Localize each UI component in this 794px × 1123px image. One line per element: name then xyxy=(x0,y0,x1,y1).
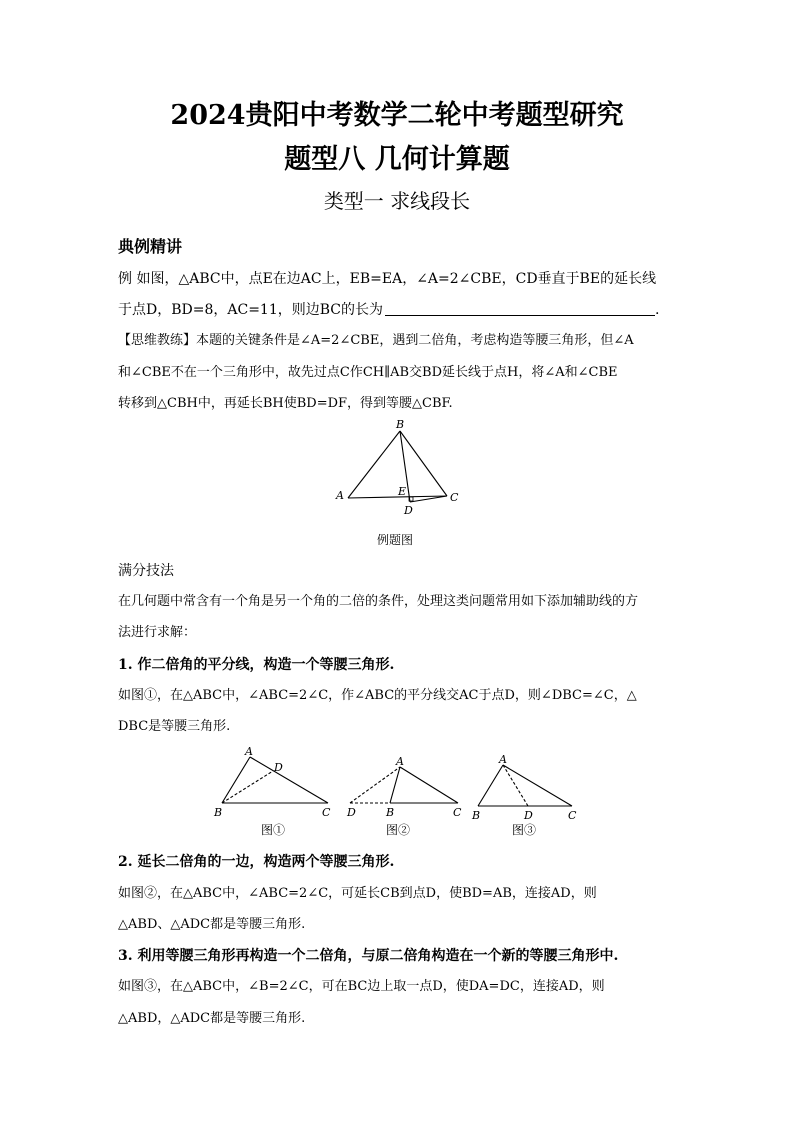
method-3-title: 3. 利用等腰三角形再构造一个二倍角，与原二倍角构造在一个新的等腰三角形中. xyxy=(118,948,619,964)
type-heading: 类型一 求线段长 xyxy=(323,189,471,213)
hint-line-1: 【思维教练】本题的关键条件是∠A=2∠CBE，遇到二倍角，考虑构造等腰三角形，但∠A xyxy=(118,333,634,348)
fig2-edge-ac xyxy=(400,767,458,803)
fig3-edge-ac xyxy=(503,765,572,806)
hint-line-3: 转移到△CBH中，再延长BH使BD=DF，得到等腰△CBF. xyxy=(118,396,453,411)
example-figure-caption: 例题图 xyxy=(376,533,413,547)
figure-2 xyxy=(340,745,470,825)
answer-blank xyxy=(385,301,655,316)
label-c: C xyxy=(450,491,459,504)
fig3-segment-ad xyxy=(503,765,528,806)
figure-1 xyxy=(210,745,340,825)
problem-line-2-text: 于点D，BD=8，AC=11，则边BC的长为 xyxy=(118,302,384,318)
example-heading: 典例精讲 xyxy=(118,237,183,256)
figure-1-caption: 图① xyxy=(260,823,285,837)
hint-line-2: 和∠CBE不在一个三角形中，故先过点C作CH∥AB交BD延长线于点H，将∠A和∠CBE xyxy=(118,365,618,380)
method-3-line-2: △ABD，△ADC都是等腰三角形. xyxy=(118,1011,306,1026)
figure-2-caption: 图② xyxy=(385,823,410,837)
fig1-label-c: C xyxy=(322,806,331,819)
method-1-line-1: 如图①，在△ABC中，∠ABC=2∠C，作∠ABC的平分线交AC于点D，则∠DBC=∠C，△ xyxy=(118,688,637,703)
fig2-label-d: D xyxy=(347,806,356,819)
method-3-line-1: 如图③，在△ABC中，∠B=2∠C，可在BC边上取一点D，使DA=DC，连接AD，则 xyxy=(118,979,605,994)
example-figure xyxy=(330,418,470,518)
fig1-edge-ab xyxy=(222,757,250,803)
fig1-label-d: D xyxy=(274,761,283,774)
figure-3-caption: 图③ xyxy=(511,823,536,837)
figure-3 xyxy=(468,748,588,828)
fig2-segment-ad xyxy=(350,767,400,803)
edge-ab xyxy=(348,431,400,498)
label-b: B xyxy=(396,418,405,431)
problem-end: . xyxy=(655,302,660,318)
fig3-edge-ab xyxy=(478,765,503,806)
fig2-edge-ab xyxy=(390,767,400,803)
label-e: E xyxy=(398,485,407,498)
fig2-label-c: C xyxy=(453,806,462,819)
method-1-line-2: DBC是等腰三角形. xyxy=(118,719,231,734)
fig1-bisector-bd xyxy=(222,771,273,803)
page-subtitle: 题型八 几何计算题 xyxy=(284,144,510,175)
technique-intro-1: 在几何题中常含有一个角是另一个角的二倍的条件，处理这类问题常用如下添加辅助线的方 xyxy=(118,594,639,609)
fig3-label-d: D xyxy=(524,809,533,822)
fig3-label-a: A xyxy=(499,753,507,766)
fig3-label-c: C xyxy=(568,809,577,822)
technique-heading: 满分技法 xyxy=(118,563,174,579)
fig3-label-b: B xyxy=(472,809,481,822)
edge-bc xyxy=(400,431,447,496)
fig2-label-b: B xyxy=(386,806,395,819)
fig1-label-a: A xyxy=(245,745,253,758)
label-d: D xyxy=(404,504,413,517)
method-1-title: 1. 作二倍角的平分线，构造一个等腰三角形. xyxy=(118,657,395,673)
problem-line-1: 例 如图，△ABC中，点E在边AC上，EB=EA，∠A=2∠CBE，CD垂直于BE的延长线 xyxy=(118,271,657,287)
page-title: 2024贵阳中考数学二轮中考题型研究 xyxy=(170,100,624,131)
fig1-edge-ac xyxy=(250,757,328,803)
problem-line-2 xyxy=(118,301,659,319)
method-2-line-2: △ABD、△ADC都是等腰三角形. xyxy=(118,917,306,932)
method-2-line-1: 如图②，在△ABC中，∠ABC=2∠C，可延长CB到点D，使BD=AB，连接AD，则 xyxy=(118,886,597,901)
fig1-label-b: B xyxy=(214,806,223,819)
label-a: A xyxy=(336,489,344,502)
technique-intro-2: 法进行求解： xyxy=(118,625,197,640)
fig2-label-a: A xyxy=(396,755,404,768)
method-2-title: 2. 延长二倍角的一边，构造两个等腰三角形. xyxy=(118,854,395,870)
